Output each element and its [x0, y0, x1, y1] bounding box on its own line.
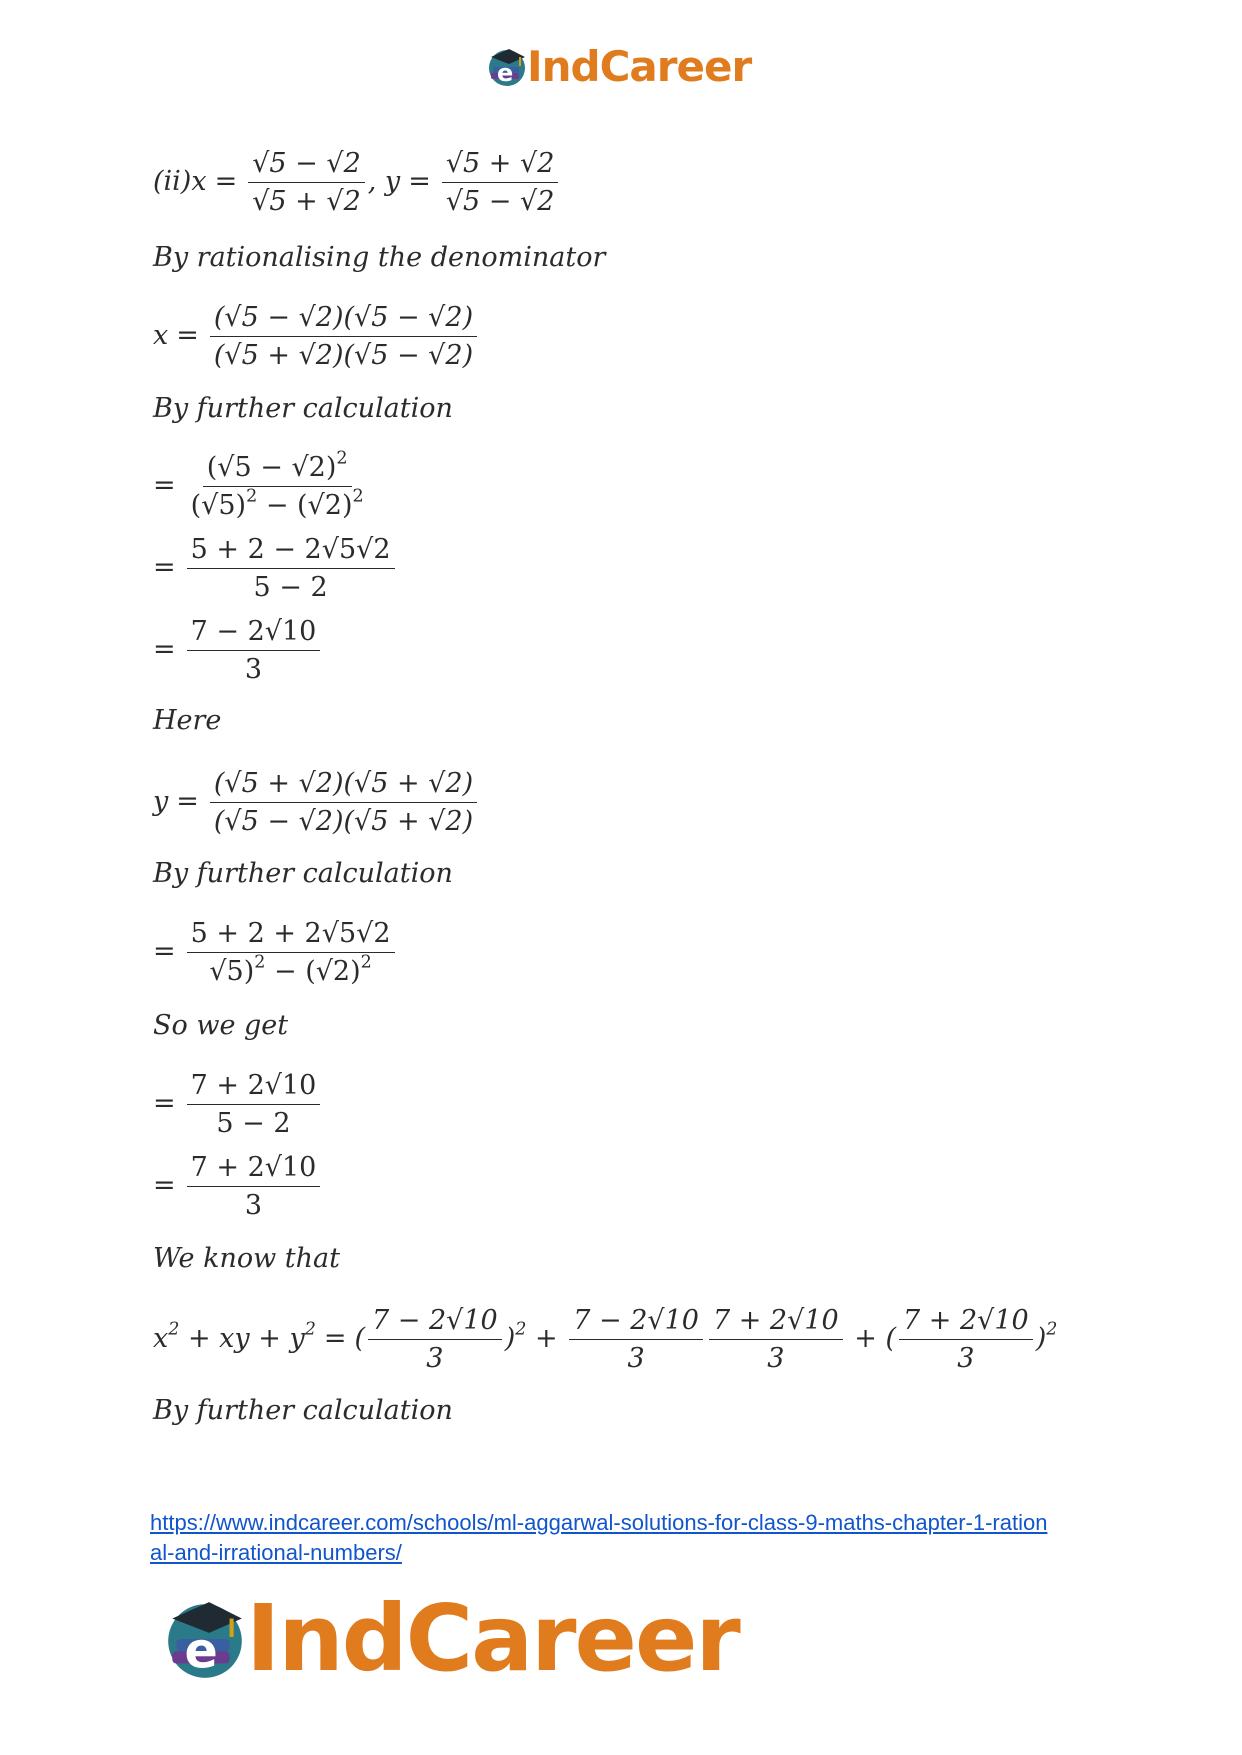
brand-name: IndCareer: [527, 42, 752, 91]
source-link-line1[interactable]: https://www.indcareer.com/schools/ml-aggarwal-solutions-for-class-9-maths-chapter-1-ration: [150, 1510, 1048, 1535]
note-rationalise: By rationalising the denominator: [153, 242, 606, 273]
equation-y-step1: = $\frac{5 + 2 + 2√5√2}{√5)^2 - (√2)^2}$: [153, 918, 398, 987]
graduation-book-icon: [485, 45, 529, 89]
equation-given: (ii)x = $\frac{√5 - √2}{√5 + √2}$ , y = $\frac{√5 + √2}{√5 - √2}$: [153, 148, 561, 217]
svg-text:e: e: [497, 58, 514, 87]
note-so-we-get: So we get: [153, 1010, 289, 1041]
note-here: Here: [153, 705, 222, 736]
equation-sum: $x^2$ + xy + $y^2$ = ( $\frac{7 - 2√10}{3}$ )$^2$ + $\frac{7 - 2√10}{3}$ $\frac{7 + 2√10}{3}$ + ( $\frac{7 + 2√10}{3}$ )$^2$: [153, 1305, 1058, 1374]
equation-y-step2: = $\frac{7 + 2√10}{5 - 2}$: [153, 1070, 323, 1139]
note-further-calculation-2: By further calculation: [153, 858, 453, 889]
brand-name: IndCareer: [246, 1585, 739, 1692]
note-we-know-that: We know that: [153, 1243, 340, 1274]
source-link[interactable]: [150, 1508, 1100, 1568]
equation-x-step2: = $\frac{5 + 2 - 2√5√2}{5 - 2}$: [153, 534, 398, 603]
note-further-calculation-1: By further calculation: [153, 393, 453, 424]
equation-x-step3: = $\frac{7 - 2√10}{3}$: [153, 616, 323, 685]
header-logo: [485, 42, 751, 91]
equation-y-step3: = $\frac{7 + 2√10}{3}$: [153, 1152, 323, 1221]
svg-text:e: e: [184, 1621, 218, 1680]
source-link-line2[interactable]: al-and-irrational-numbers/: [150, 1540, 402, 1565]
equation-y: y = $\frac{(√5 + √2)(√5 + √2)}{(√5 - √2)(√5 + √2)}$: [153, 768, 480, 837]
equation-x-step1: = $\frac{(√5 - √2)^2}{(√5)^2 - (√2)^2}$: [153, 448, 364, 521]
equation-x: x = $\frac{(√5 - √2)(√5 - √2)}{(√5 + √2)(√5 - √2)}$: [153, 302, 480, 371]
graduation-book-icon: [160, 1594, 250, 1684]
note-further-calculation-3: By further calculation: [153, 1395, 453, 1426]
footer-logo: [160, 1585, 739, 1692]
